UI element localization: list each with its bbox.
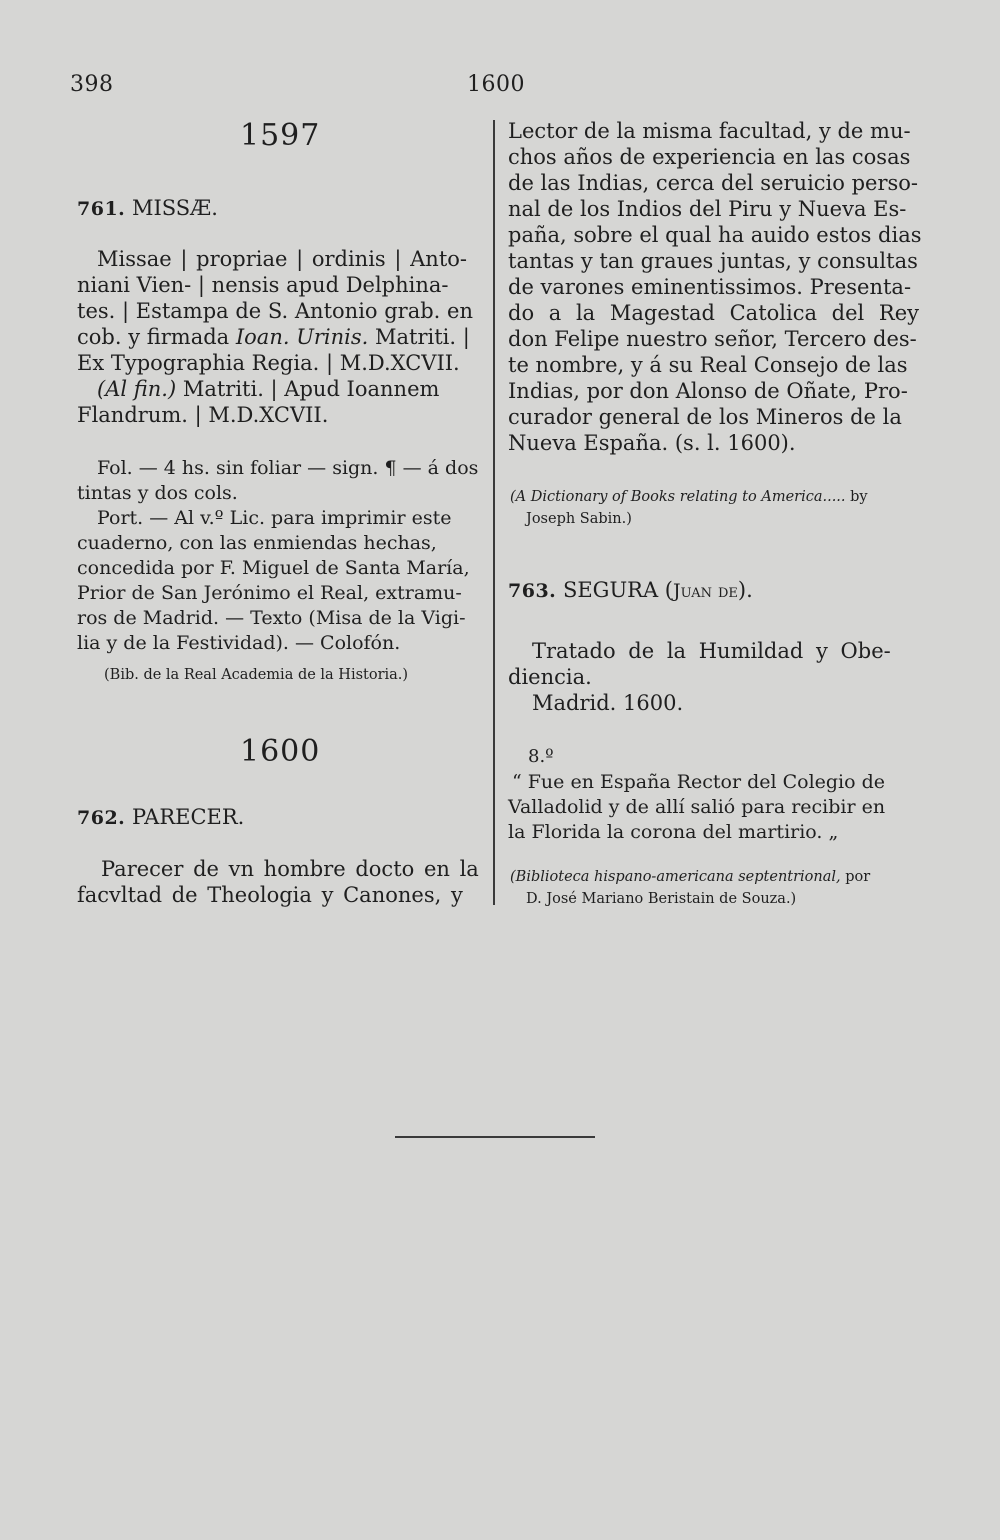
entry-title: SEGURA ( [562, 578, 674, 602]
note-line: tintas y dos cols. [77, 482, 238, 504]
text-line: Parecer de vn hombre docto en la [101, 857, 479, 881]
text-line: do a la Magestad Catolica del Rey [508, 301, 920, 325]
text-span-italic: Ioan. Urinis. [235, 325, 369, 349]
text-span: cob. y firmada [77, 325, 236, 349]
text-line [77, 324, 470, 350]
text-line [97, 376, 439, 402]
text-line: tes. | Estampa de S. Antonio grab. en [77, 299, 473, 323]
note-line: ros de Madrid. — Texto (Misa de la Vigi- [77, 607, 466, 629]
entry-number: 762. [77, 807, 126, 829]
entry-number: 761. [77, 198, 126, 220]
citation-title: (A Dictionary of Books relating to America..... [510, 489, 846, 505]
entry-title: MISSÆ. [131, 196, 218, 220]
text-line: te nombre, y á su Real Consejo de las [508, 353, 908, 377]
text-line: Missae | propriae | ordinis | Anto- [97, 247, 467, 271]
year-heading-1597: 1597 [240, 118, 321, 153]
source-citation [510, 486, 868, 508]
text-line: nal de los Indios del Piru y Nueva Es- [508, 197, 907, 221]
text-line: diencia. [508, 665, 592, 689]
citation-text: by [845, 489, 868, 505]
source-citation-line: D. José Mariano Beristain de Souza.) [526, 891, 797, 907]
citation-title: (Biblioteca hispano-americana septentrional, [510, 869, 841, 885]
note-line: la Florida la corona del martirio. „ [508, 821, 839, 843]
entry-number: 763. [508, 580, 557, 602]
text-line: curador general de los Mineros de la [508, 405, 902, 429]
text-span: Matriti. | Apud Ioannem [176, 377, 440, 401]
note-line: concedida por F. Miguel de Santa María, [77, 557, 470, 579]
text-line: Lector de la misma facultad, y de mu- [508, 119, 911, 143]
end-rule [395, 1136, 595, 1138]
citation-text: por [840, 869, 871, 885]
text-line: de varones eminentissimos. Presenta- [508, 275, 912, 299]
text-line: Flandrum. | M.D.XCVII. [77, 403, 329, 427]
note-line: Fol. — 4 hs. sin foliar — sign. ¶ — á dos [97, 457, 479, 479]
note-line: Valladolid y de allí salió para recibir en [508, 796, 886, 818]
source-citation [510, 866, 870, 888]
text-span-italic: (Al fin.) [97, 377, 177, 401]
running-header-year: 1600 [467, 72, 525, 97]
entry-title: ). [737, 578, 753, 602]
text-line: de las Indias, cerca del seruicio perso- [508, 171, 919, 195]
year-heading-1600: 1600 [240, 734, 321, 769]
text-line: facvltad de Theologia y Canones, y [77, 883, 463, 907]
source-citation-line: Joseph Sabin.) [526, 511, 632, 527]
text-line: Nueva España. (s. l. 1600). [508, 431, 796, 455]
text-line: Tratado de la Humildad y Obe- [532, 639, 891, 663]
note-line: Port. — Al v.º Lic. para imprimir este [97, 507, 452, 529]
text-line: Indias, por don Alonso de Oñate, Pro- [508, 379, 908, 403]
note-line: lia y de la Festividad). — Colofón. [77, 632, 401, 654]
page-number: 398 [70, 72, 114, 97]
source-citation: (Bib. de la Real Academia de la Historia.) [104, 667, 409, 683]
note-line: 8.º [528, 746, 554, 767]
entry-763-heading [508, 578, 753, 602]
text-line: niani Vien- | nensis apud Delphina- [77, 273, 449, 297]
text-span: Matriti. | [368, 325, 470, 349]
text-line: tantas y tan graues juntas, y consultas [508, 249, 918, 273]
entry-title-smallcaps: Juan de [673, 580, 738, 602]
text-line: paña, sobre el qual ha auido estos dias [508, 223, 922, 247]
text-line: chos años de experiencia en las cosas [508, 145, 911, 169]
text-line: Ex Typographia Regia. | M.D.XCVII. [77, 351, 460, 375]
text-line: don Felipe nuestro señor, Tercero des- [508, 327, 917, 351]
entry-title: PARECER. [131, 805, 245, 829]
note-line: Prior de San Jerónimo el Real, extramu- [77, 582, 462, 604]
note-line: “ Fue en España Rector del Colegio de [512, 771, 886, 793]
column-divider [493, 120, 495, 905]
text-line: Madrid. 1600. [532, 691, 684, 715]
entry-762-heading [77, 805, 244, 829]
entry-761-heading [77, 196, 218, 220]
note-line: cuaderno, con las enmiendas hechas, [77, 532, 437, 554]
